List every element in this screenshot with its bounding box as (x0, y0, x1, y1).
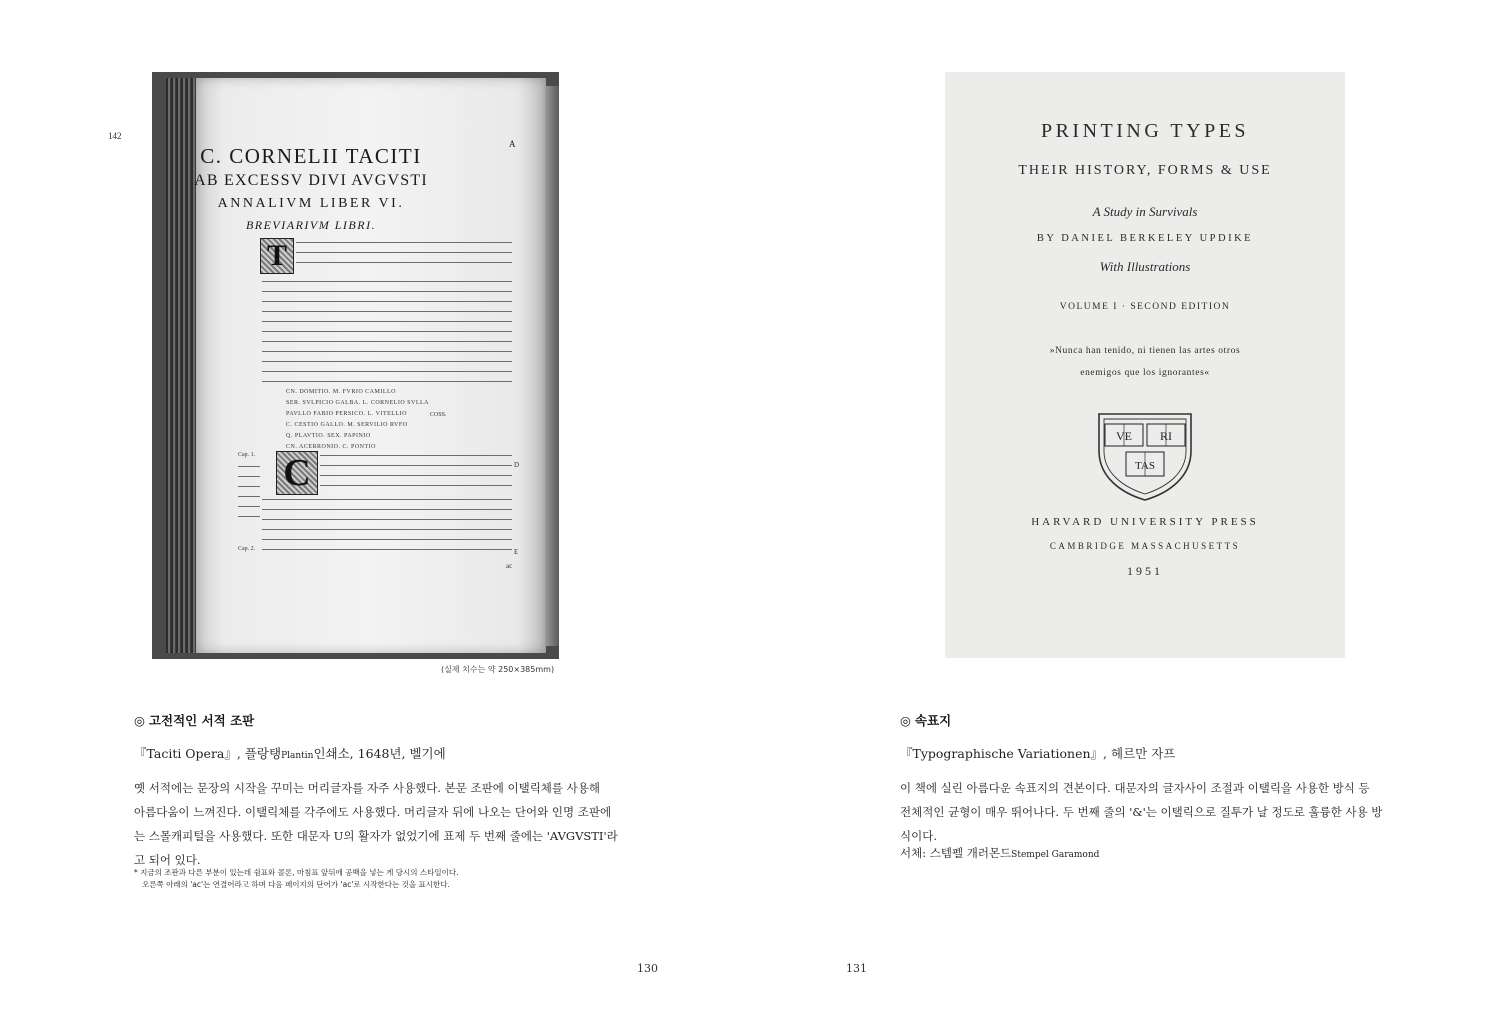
book-title-line1: C. CORNELII TACITI (200, 144, 422, 168)
page-number-right: 131 (846, 962, 867, 975)
book-text-block-cap (320, 455, 512, 495)
page-number-left: 130 (637, 962, 658, 975)
body-line: 고 되어 있다. (134, 853, 201, 867)
book-mark-d: D (514, 461, 520, 469)
body-line: 식이다. (900, 829, 937, 843)
book-mark-e: E (514, 548, 519, 556)
book-catchword: ac (506, 562, 513, 570)
typeface-small: Stempel Garamond (1011, 850, 1100, 860)
book-text-block-top (296, 242, 512, 272)
tp-title: PRINTING TYPES (1040, 120, 1250, 142)
consul-line: CN. ACERRONIO. C. PONTIO (286, 444, 377, 450)
book-text-block-main (262, 281, 512, 391)
heading-text: 속표지 (914, 713, 952, 728)
subtitle-rest: 인쇄소, 1648년, 벨기에 (313, 746, 446, 761)
consul-line: CN. DOMITIO. M. FVRIO CAMILLO (286, 389, 396, 395)
body-line: 는 스몰캐피털을 사용했다. 또한 대문자 U의 활자가 없었기에 표제 두 번째 줄에는 'AVGVSTI'라 (134, 829, 618, 843)
body-line: 전체적인 균형이 매우 뛰어나다. 두 번째 줄의 '&'는 이탤릭으로 질투가 날 정도로 훌륭한 사용 방 (900, 805, 1383, 819)
subtitle-right: 『Typographische Variationen』, 헤르만 자프 (900, 746, 1176, 761)
consul-line: PAVLLO FABIO PERSICO. L. VITELLIO (286, 411, 407, 417)
tp-quote-line1: »Nunca han tenido, ni tienen las artes otros (1049, 346, 1241, 356)
book-corner-mark: A (509, 139, 516, 149)
book-title-line2: AB EXCESSV DIVI AVGVSTI (194, 172, 428, 189)
tp-year: 1951 (1127, 564, 1163, 578)
footnote-line: * 지금의 조판과 다른 부분이 있는데 쉼표와 콜론, 마침표 앞뒤에 공백을 넣는 게 당시의 스타일이다. (134, 868, 459, 877)
consul-line: SER. SVLPICIO GALBA. L. CORNELIO SVLLA (286, 400, 430, 406)
subtitle-left (134, 744, 446, 762)
book-page-number: 142 (108, 131, 122, 141)
consul-line: Q. PLAVTIO. SEX. PAPINIO (286, 433, 371, 439)
tp-author: BY DANIEL BERKELEY UPDIKE (1036, 233, 1254, 244)
tp-subtitle: THEIR HISTORY, FORMS & USE (1018, 163, 1272, 178)
body-text-right (900, 776, 1382, 848)
body-line: 이 책에 실린 아름다운 속표지의 견본이다. 대문자의 글자사이 조절과 이탤릭을 사용한 방식 등 (900, 781, 1370, 795)
tp-place: CAMBRIDGE MASSACHUSETTS (1049, 541, 1241, 551)
body-line: 옛 서적에는 문장의 시작을 꾸미는 머리글자를 자주 사용했다. 본문 조판에 이탤릭체를 사용해 (134, 781, 601, 795)
shield-tas: TAS (1135, 460, 1155, 472)
book-dropcap-ornament (276, 451, 318, 495)
book-margin-notes (238, 466, 260, 526)
book-title-line4: BREVIARIVM LIBRI. (245, 218, 377, 232)
subtitle-main: 『Taciti Opera』, 플랑탱 (134, 746, 282, 761)
tp-publisher: HARVARD UNIVERSITY PRESS (1031, 516, 1259, 528)
consul-line: C. CESTIO GALLO. M. SERVILIO RVFO (286, 422, 408, 428)
body-line: 아름다움이 느껴진다. 이탤릭체를 각주에도 사용했다. 머리글자 뒤에 나오는 단어와 인명 조판에 (134, 805, 612, 819)
subtitle-small: Plantin (281, 751, 314, 761)
body-text-left (134, 776, 618, 872)
tp-quote-line2: enemigos que los ignorantes« (1080, 368, 1210, 378)
typeface-label: 서체: 스템펠 개러몬드 (900, 846, 1012, 860)
tp-volume: VOLUME I · SECOND EDITION (1059, 302, 1231, 312)
book-dropcap-letter: C (283, 452, 311, 494)
photo-caption: (실제 치수는 약 250×385mm) (441, 665, 555, 674)
book-margin-note: Cap. 1. (238, 452, 256, 458)
typeface-note (900, 845, 1099, 861)
shield-ve: VE (1116, 429, 1132, 443)
section-heading-left (134, 711, 254, 729)
book-dropcap-ornament (260, 238, 294, 274)
footnote-line: 오른쪽 아래의 'ac'는 연결어라고 하며 다음 페이지의 단어가 'ac'로 시작한다는 것을 표시한다. (142, 880, 450, 889)
heading-marker-icon: ◎ (900, 713, 911, 728)
book-margin-note: Cap. 2. (238, 546, 256, 552)
tp-illustrations: With Illustrations (1099, 259, 1191, 274)
book-right-edge (545, 86, 559, 646)
book-title-line3: ANNALIVM LIBER VI. (217, 196, 405, 211)
shield-ri: RI (1160, 429, 1172, 443)
heading-marker-icon: ◎ (134, 713, 145, 728)
heading-text: 고전적인 서적 조판 (148, 713, 255, 728)
harvard-shield-icon (1095, 411, 1195, 503)
book-text-block-lower (262, 499, 512, 559)
footnote-left (134, 867, 458, 891)
book-dropcap-letter: T (266, 239, 287, 272)
book-coss-label: COSS. (430, 412, 447, 418)
tp-study: A Study in Survivals (1092, 204, 1198, 219)
section-heading-right (900, 711, 951, 729)
